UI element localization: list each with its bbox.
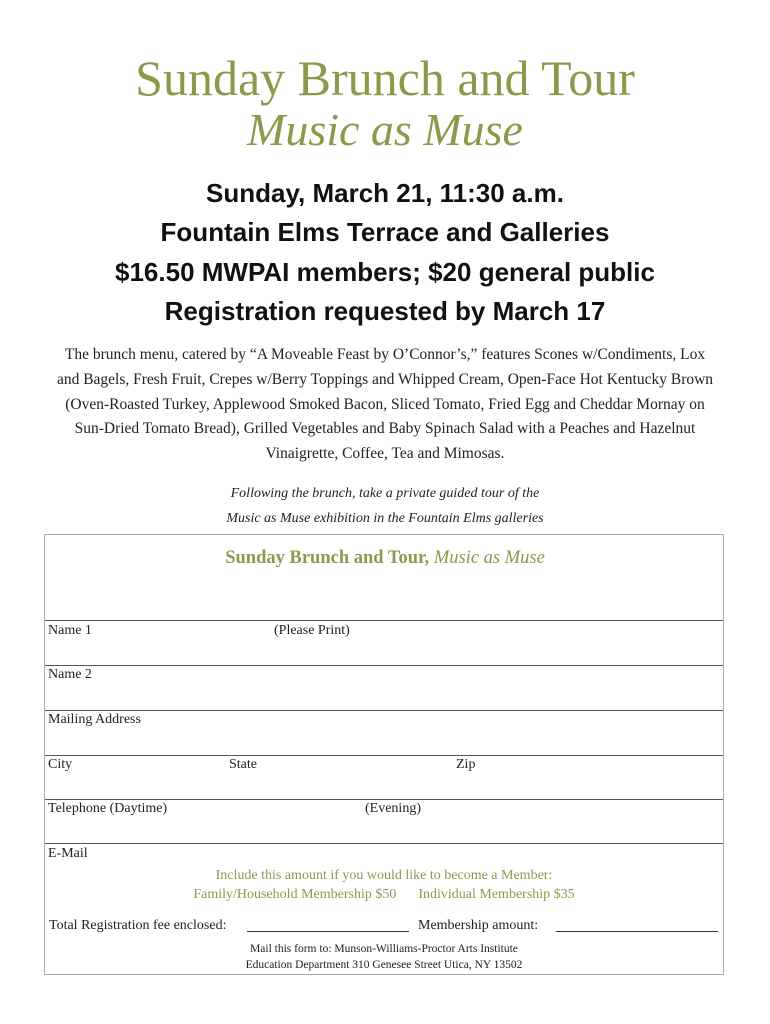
event-location: Fountain Elms Terrace and Galleries <box>160 217 610 247</box>
individual-membership-option[interactable]: Individual Membership $35 <box>418 887 575 902</box>
form-divider <box>45 620 723 621</box>
state-field[interactable] <box>270 756 450 798</box>
family-membership-option[interactable]: Family/Household Membership $50 <box>193 887 397 902</box>
tour-note-line-1: Following the brunch, take a private guided tour of the <box>230 486 540 501</box>
form-title-text: Sunday Brunch and Tour, <box>225 548 434 568</box>
form-divider <box>45 843 723 844</box>
event-pricing: $16.50 MWPAI members; $20 general public <box>115 257 655 287</box>
registration-deadline: Registration requested by March 17 <box>164 296 606 326</box>
event-subtitle: Music as Muse <box>247 104 523 155</box>
zip-field[interactable] <box>485 756 723 798</box>
registration-form <box>44 534 724 975</box>
form-title-italic: Music as Muse <box>433 548 545 568</box>
mail-to-line-2: Education Department 310 Genesee Street Utica, NY 13502 <box>245 959 523 971</box>
city-field[interactable] <box>85 756 225 798</box>
name2-label: Name 2 <box>48 667 92 682</box>
name2-field[interactable] <box>45 685 723 709</box>
menu-description: The brunch menu, catered by “A Moveable Feast by O’Connor’s,” features Scones w/Condiments, Lox and Bagels, Fresh Fruit, Crepes w/Berry Toppings and Whipped Cream, Open-Face Hot Kentucky Brown (Oven-Roasted Turkey, Applewood Smoked Bacon, Sliced Tomato, Fried Egg and Cheddar Mornay on Sun-Dried Tomato Bread), Grilled Vegetables and Baby Spinach Salad with a Peaches and Hazelnut Vinaigrette, Coffee, Tea and Mimosas. <box>56 346 714 463</box>
tour-note-line-2: Music as Muse exhibition in the Fountain Elms galleries <box>226 510 544 526</box>
membership-intro: Include this amount if you would like to become a Member: <box>215 868 553 883</box>
tour-note <box>0 482 770 531</box>
email-label: E-Mail <box>48 846 88 861</box>
name1-field[interactable] <box>45 622 723 662</box>
address-label: Mailing Address <box>48 712 141 727</box>
city-label: City <box>48 757 73 772</box>
address-field[interactable] <box>195 711 723 753</box>
membership-amount-label: Membership amount: <box>418 918 539 933</box>
membership-amount-field[interactable] <box>556 931 718 932</box>
event-title: Sunday Brunch and Tour <box>135 50 635 106</box>
total-fee-label: Total Registration fee enclosed: <box>49 918 227 933</box>
phone-evening-label: (Evening) <box>365 801 421 816</box>
email-field[interactable] <box>100 845 723 863</box>
print-note: (Please Print) <box>274 623 350 638</box>
event-date: Sunday, March 21, 11:30 a.m. <box>206 178 564 208</box>
state-label: State <box>229 757 257 772</box>
total-fee-field[interactable] <box>247 931 409 932</box>
zip-label: Zip <box>456 757 476 772</box>
mail-to-line-1: Mail this form to: Munson-Williams-Proctor Arts Institute <box>250 943 518 955</box>
name1-label: Name 1 <box>48 623 92 638</box>
phone-day-field[interactable] <box>185 800 360 842</box>
form-divider <box>45 665 723 666</box>
membership-options <box>45 885 723 904</box>
phone-day-label: Telephone (Daytime) <box>48 801 168 816</box>
phone-evening-field[interactable] <box>430 800 723 842</box>
form-title <box>45 545 725 571</box>
